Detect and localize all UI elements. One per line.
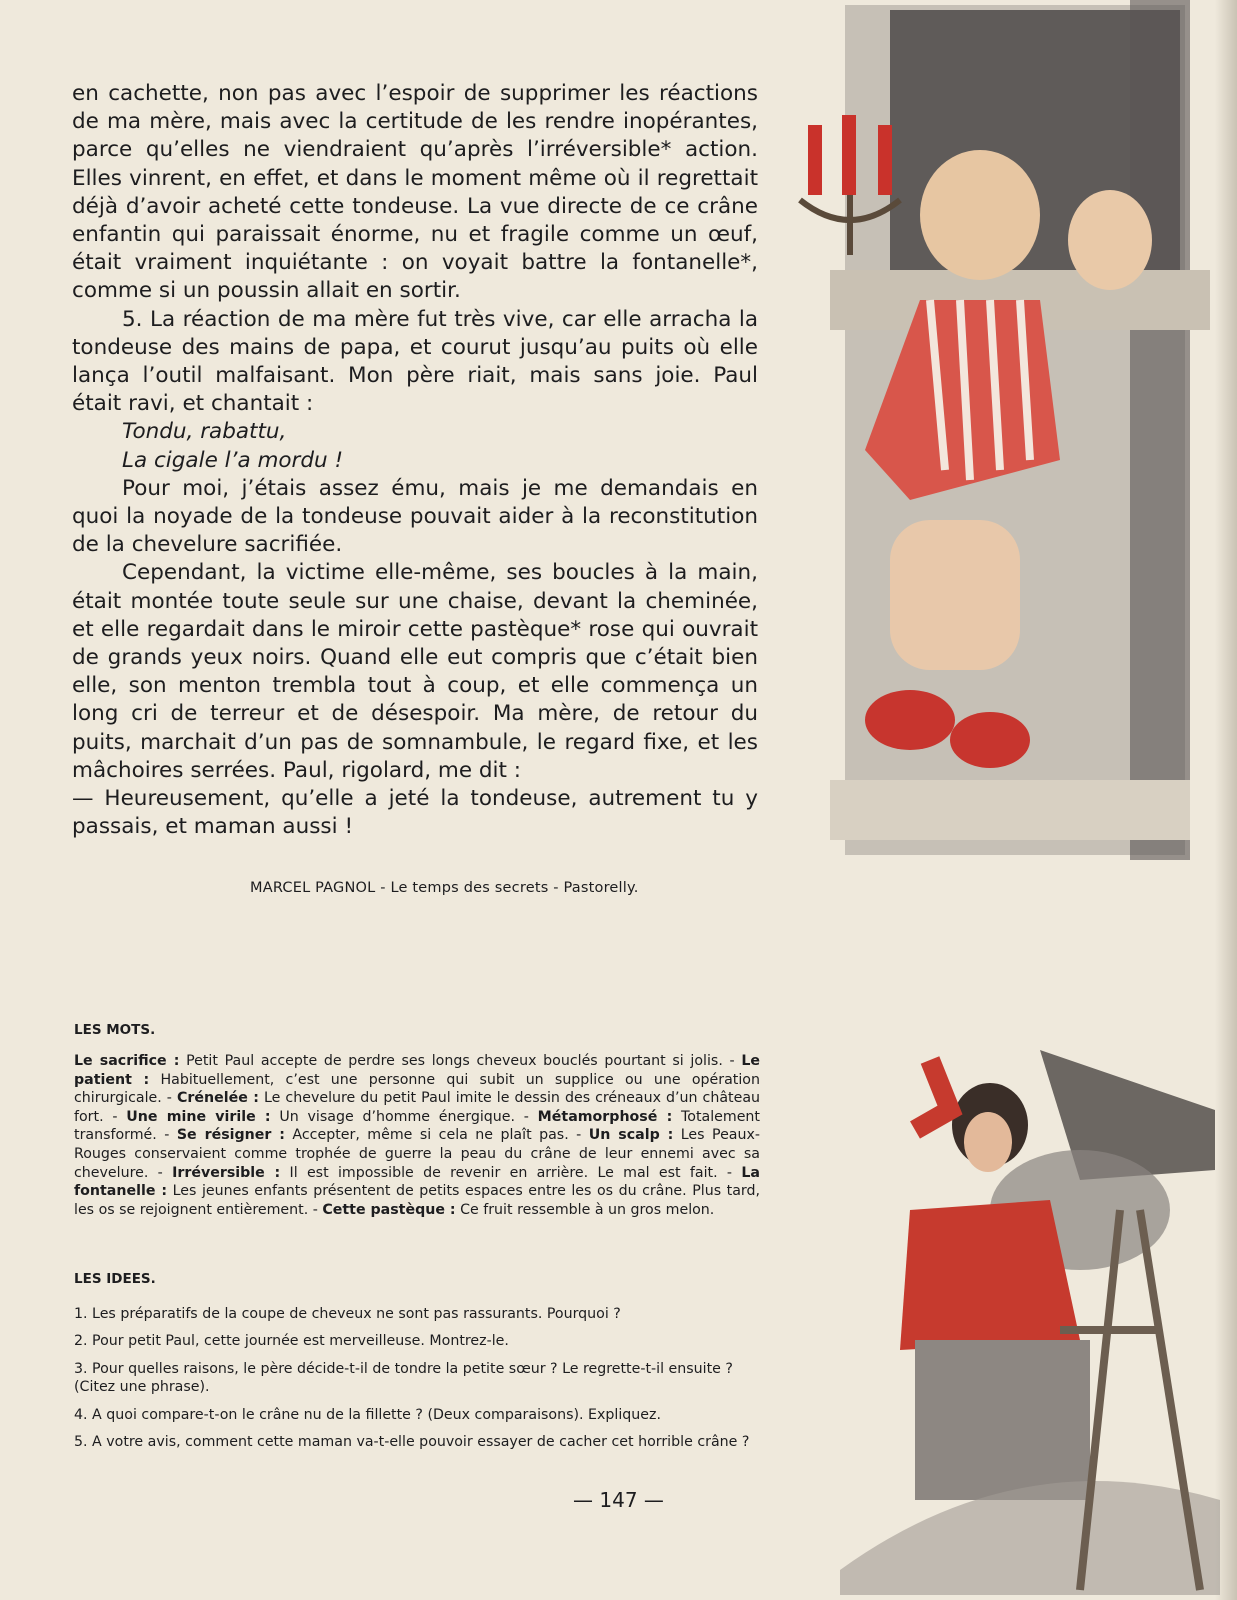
child-mirror-illustration	[770, 0, 1230, 960]
glossary-definition: Le chevelure du petit Paul imite le dessin des créneaux d’un château fort. -	[74, 1090, 761, 1125]
question-item: 3. Pour quelles raisons, le père décide-t-il de tondre la petite sœur ? Le regrette-t-il ensuite ? (Citez une phrase).	[74, 1360, 733, 1396]
glossary-definition: Les jeunes enfants présentent de petits espaces entre les os du crâne. Plus tard, les os se rejoignent entièrement. -	[74, 1183, 761, 1218]
story-paragraph-5: — Heureusement, qu’elle a jeté la tondeuse, autrement tu y passais, et maman aussi !	[72, 786, 758, 840]
glossary-term: Irréversible :	[172, 1164, 281, 1181]
story-paragraph-3: Pour moi, j’étais assez ému, mais je me demandais en quoi la noyade de la tondeuse pouvait aider à la reconstitution de la chevelure sacrifiée.	[72, 475, 758, 558]
question-item: 5. A votre avis, comment cette maman va-t-elle pouvoir essayer de cacher cet horrible crâne ?	[74, 1434, 750, 1451]
mirror-right-frame	[1130, 0, 1190, 860]
poem-line-1: Tondu, rabattu,	[122, 419, 287, 445]
glossary-definition: Ce fruit ressemble à un gros melon.	[455, 1201, 715, 1218]
glossary-definition: Totalement transformé. -	[74, 1108, 760, 1144]
glossary-term: Le sacrifice :	[74, 1053, 180, 1069]
mots-glossary	[74, 1052, 760, 1219]
mother-well-illustration	[820, 1050, 1230, 1595]
reflection-face	[1068, 190, 1152, 290]
glossary-definition: Accepter, même si cela ne plaît pas. -	[284, 1127, 589, 1144]
story-paragraph-2: 5. La réaction de ma mère fut très vive, car elle arracha la tondeuse des mains de papa, et courut jusqu’au puits où elle lança l’outil malfaisant. Mon père riait, mais sans joie. Paul était ravi, et chantait :	[72, 306, 758, 417]
glossary-definition: Les Peaux-Rouges conservaient comme trophée de guerre la peau du crâne de leur ennemi avec sa chevelure. -	[74, 1127, 760, 1181]
poem-line-2: La cigale l’a mordu !	[122, 447, 344, 473]
question-item: 4. A quoi compare-t-on le crâne nu de la fillette ? (Deux comparaisons). Expliquez.	[74, 1406, 661, 1423]
glossary-term: Métamorphosé :	[537, 1108, 673, 1125]
glossary-definition: Il est impossible de revenir en arrière. Le mal est fait. -	[280, 1164, 742, 1181]
glossary-definition: Habituellement, c’est une personne qui subit un supplice ou une opération chirurgicale. -	[74, 1071, 760, 1107]
question-item: 1. Les préparatifs de la coupe de cheveux ne sont pas rassurants. Pourquoi ?	[74, 1306, 621, 1322]
idees-heading: LES IDEES.	[74, 1271, 156, 1287]
story-text	[72, 80, 758, 841]
story-paragraph-4: Cependant, la victime elle-même, ses boucles à la main, était montée toute seule sur une chaise, devant la cheminée, et elle regardait dans le miroir cette pastèque* rose qui ouvrait de grands yeux noirs. Quand elle eut compris que c’était bien elle, son menton trembla tout à coup, et elle commença un long cri de terreur et de désespoir. Ma mère, de retour du puits, marchait d’un pas de somnambule, le regard fixe, et les mâchoires serrées. Paul, rigolard, me dit :	[72, 560, 758, 783]
glossary-term: Cette pastèque :	[322, 1201, 456, 1218]
glossary-term: Un scalp :	[588, 1127, 674, 1144]
mantel-base	[830, 780, 1190, 840]
glossary-term: Se résigner :	[176, 1127, 285, 1144]
glossary-definition: Petit Paul accepte de perdre ses longs cheveux bouclés pourtant si jolis. -	[179, 1053, 742, 1069]
glossary-term: Une mine virile :	[126, 1108, 271, 1125]
glossary-term: La fontanelle :	[74, 1164, 760, 1200]
citation: MARCEL PAGNOL - Le temps des secrets - Pastorelly.	[250, 880, 639, 896]
glossary-term: Le patient :	[74, 1053, 760, 1088]
glossary-term: Crénelée :	[176, 1090, 259, 1107]
page-number: — 147 —	[573, 1488, 664, 1512]
woman-figure	[900, 1060, 1090, 1500]
well-rim	[840, 1481, 1220, 1595]
story-paragraph-1: en cachette, non pas avec l’espoir de supprimer les réactions de ma mère, mais avec la certitude de les rendre inopérantes, parce qu’elles ne viendraient qu’après l’irréversible* action. Elles vinrent, en effet, et dans le moment même où il regrettait déjà d’avoir acheté cette tondeuse. La vue directe de ce crâne enfantin qui paraissait énorme, nu et fragile comme un œuf, était vraiment inquiétante : on voyait battre la fontanelle*, comme si un poussin allait en sortir.	[72, 81, 758, 304]
mots-heading: LES MOTS.	[74, 1022, 156, 1038]
glossary-definition: Un visage d’homme énergique. -	[270, 1108, 538, 1125]
idees-questions	[74, 1305, 764, 1460]
question-item: 2. Pour petit Paul, cette journée est merveilleuse. Montrez-le.	[74, 1333, 509, 1350]
